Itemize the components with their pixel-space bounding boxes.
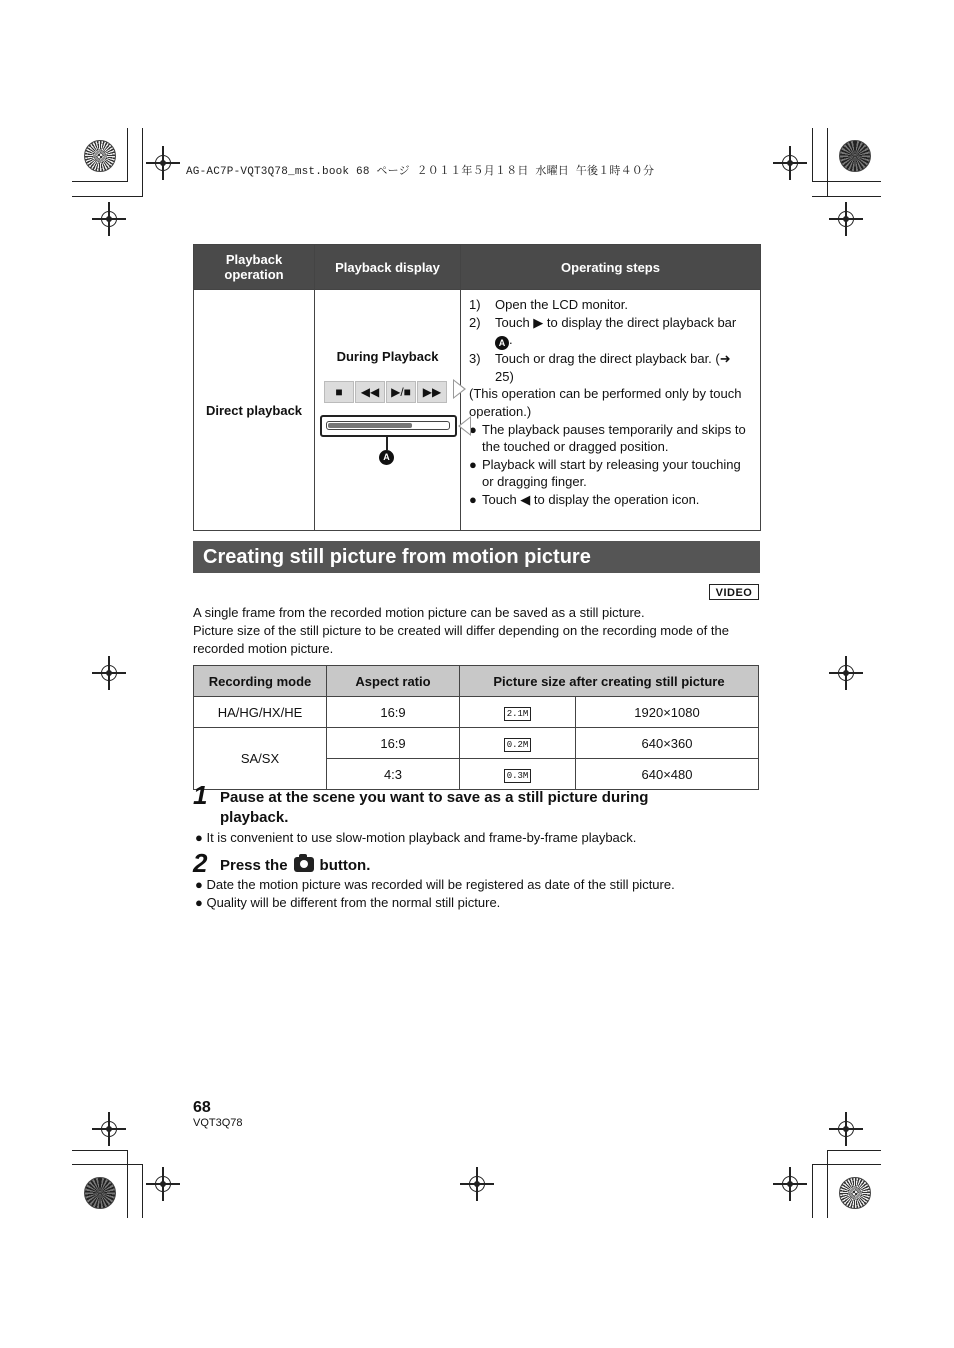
registration-mark-icon [101,211,117,227]
registration-mark-icon [155,1176,171,1192]
table-header: Playback operation [194,245,315,290]
table-row: HA/HG/HX/HE 16:9 2.1M 1920×1080 [194,697,759,728]
display-cell [315,290,461,531]
registration-mark-icon [469,1176,485,1192]
registration-mark-icon [155,155,171,171]
registration-mark-icon [838,665,854,681]
fast-forward-icon: ▶▶ [417,381,447,403]
color-target-icon [84,1177,116,1209]
display-label: During Playback [336,349,439,364]
playback-table [193,244,761,531]
step-note: ● Quality will be different from the normal still picture. [195,895,501,910]
camera-icon [294,857,314,872]
picture-size-icon: 2.1M [504,707,532,721]
table-header: Picture size after creating still picture [460,666,759,697]
registration-mark-icon [101,1121,117,1137]
step-number: 2 [193,848,208,878]
picture-size-icon: 0.3M [504,769,532,783]
callout-a: A [379,450,394,465]
color-target-icon [839,140,871,172]
section-title: Creating still picture from motion picture [193,541,760,573]
list-item: ● Touch ◀ to display the operation icon. [469,491,700,507]
table-row: SA/SX 16:9 0.2M 640×360 [194,728,759,759]
step-note: ● Date the motion picture was recorded will be registered as date of the still picture. [195,877,675,892]
operation-cell: Direct playback [194,290,315,531]
color-target-icon [839,1177,871,1209]
intro-line-2: Picture size of the still picture to be created will differ depending on the recording mode of the recorded motion picture. [193,623,729,656]
table-row: 4:3 0.3M 640×480 [194,759,759,790]
next-arrow-icon [453,379,466,399]
registration-mark-icon [838,1121,854,1137]
table-header: Operating steps [461,245,761,290]
step-number: 1 [193,780,208,810]
steps-cell [461,290,761,531]
list-item: 3) Touch or drag the direct playback bar. (➜ 25) [469,351,731,384]
list-item: ● Playback will start by releasing your touching or dragging finger. [469,456,741,490]
note-text: (This operation can be performed only by touch operation.) [469,386,742,419]
intro-line-1: A single frame from the recorded motion picture can be saved as a still picture. [193,605,645,620]
rewind-icon: ◀◀ [355,381,385,403]
step-text: Press the button. [220,857,371,874]
page-number: 68 [193,1099,211,1116]
registration-mark-icon [838,211,854,227]
callout-a: A [495,336,509,350]
table-row [194,290,761,531]
picture-size-icon: 0.2M [504,738,532,752]
registration-mark-icon [782,155,798,171]
step-text: Pause at the scene you want to save as a still picture during playback. [220,789,649,826]
step-note: ● It is convenient to use slow-motion playback and frame-by-frame playback. [195,830,637,845]
print-header: AG-AC7P-VQT3Q78_mst.book 68 ページ ２０１１年５月１８日 水曜日 午後１時４０分 [186,166,655,178]
list-item: ● The playback pauses temporarily and skips to the touched or dragged position. [469,421,746,455]
prev-arrow-icon [458,416,471,436]
document-id: VQT3Q78 [193,1117,243,1129]
video-badge: VIDEO [709,584,759,600]
picture-size-table [193,665,759,790]
table-header: Playback display [315,245,461,290]
list-item: 1) Open the LCD monitor. [469,297,628,312]
table-header: Aspect ratio [327,666,460,697]
color-target-icon [84,140,116,172]
table-header: Recording mode [194,666,327,697]
direct-playback-bar [320,415,457,437]
registration-mark-icon [782,1176,798,1192]
play-pause-icon: ▶/■ [386,381,416,403]
registration-mark-icon [101,665,117,681]
list-item: 2) Touch ▶ to display the direct playback bar A . [469,314,737,349]
stop-icon: ■ [324,381,354,403]
